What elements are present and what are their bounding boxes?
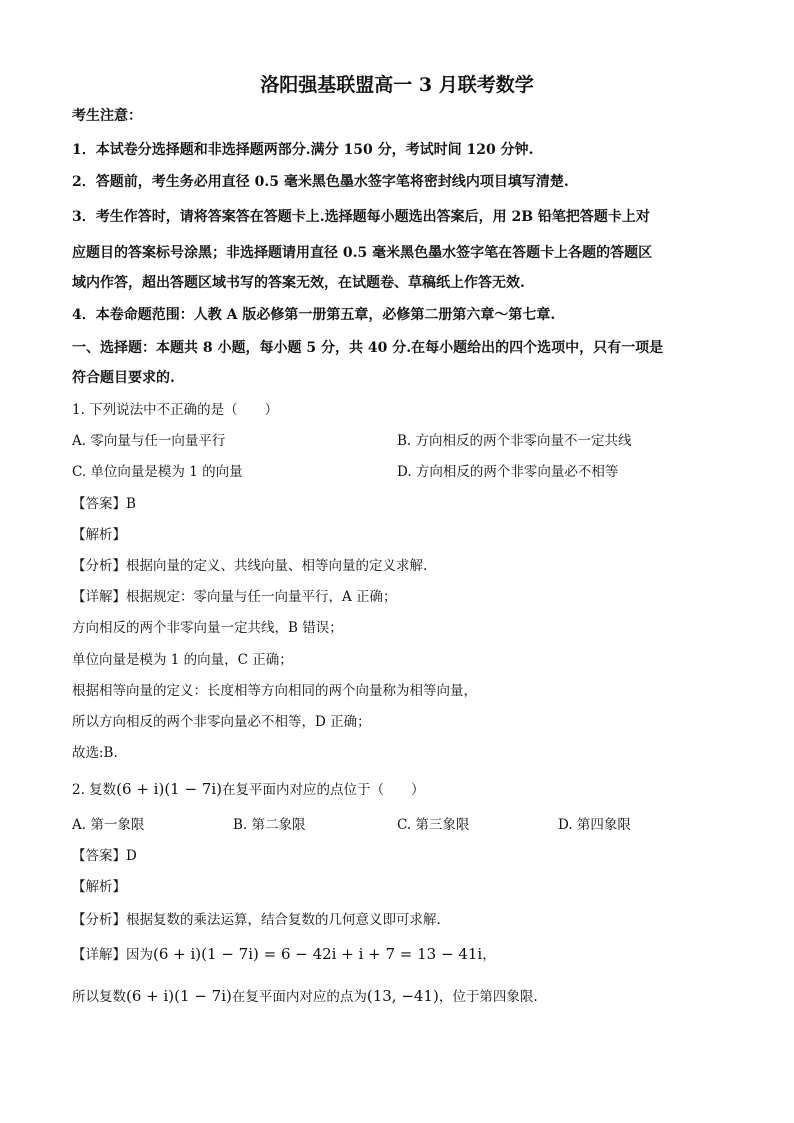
question-1-analysis-label: 【解析】 (72, 527, 126, 543)
notice-item-3-cont-2: 域内作答，超出答题区域书写的答案无效，在试题卷、草稿纸上作答无效. (72, 275, 525, 291)
question-2-analysis-label: 【解析】 (72, 879, 126, 895)
question-2-option-d: D. 第四象限 (558, 817, 631, 833)
notice-item-3-cont-1: 应题目的答案标号涂黑；非选择题请用直径 0.5 毫米黑色墨水签字笔在答题卡上各题的答题区 (72, 245, 653, 261)
question-2-option-c: C. 第三象限 (397, 817, 470, 833)
question-1-option-b: B. 方向相反的两个非零向量不一定共线 (397, 433, 632, 449)
notice-item-4: 4．本卷命题范围：人教 A 版必修第一册第五章，必修第二册第六章～第七章. (72, 307, 556, 323)
question-1-detail-1: 【详解】根据规定：零向量与任一向量平行，A 正确； (72, 589, 397, 605)
question-2-final-expression: (6 + i)(1 − 7i) (126, 987, 232, 1005)
question-1-detail-6: 故选:B. (72, 745, 118, 761)
question-2-final-prefix: 所以复数 (72, 989, 126, 1005)
question-2-expression: (6 + i)(1 − 7i) (116, 780, 223, 798)
question-1-answer: 【答案】B (72, 496, 136, 512)
question-1-option-a: A. 零向量与任一向量平行 (72, 433, 226, 449)
question-1-detail-2: 方向相反的两个非零向量一定共线，B 错误； (72, 620, 343, 636)
question-2-stem (72, 779, 425, 800)
question-2-detail-expression: (6 + i)(1 − 7i) = 6 − 42i + i + 7 = 13 − 41i (153, 945, 483, 963)
notice-item-2: 2．答题前，考生务必用直径 0.5 毫米黑色墨水签字笔将密封线内项目填写清楚. (72, 174, 569, 190)
question-1-detail-5: 所以方向相反的两个非零向量必不相等，D 正确； (72, 714, 371, 730)
question-1-option-d: D. 方向相反的两个非零向量必不相等 (397, 464, 619, 480)
question-1-option-c: C. 单位向量是模为 1 的向量 (72, 464, 243, 480)
question-2-detail (72, 944, 496, 965)
section-heading: 一、选择题：本题共 8 小题，每小题 5 分，共 40 分.在每小题给出的四个选项中，只有一项是 (72, 340, 664, 356)
section-heading-cont: 符合题目要求的. (72, 370, 175, 386)
question-2-detail-prefix: 【详解】因为 (72, 947, 153, 963)
question-1-detail-3: 单位向量是模为 1 的向量，C 正确； (72, 652, 293, 668)
question-2-final (72, 986, 538, 1007)
question-2-final-suffix: ，位于第四象限. (438, 989, 538, 1005)
question-2-option-b: B. 第二象限 (233, 817, 306, 833)
question-2-final-point: (13, −41) (366, 987, 439, 1005)
question-2-analysis: 【分析】根据复数的乘法运算，结合复数的几何意义即可求解. (72, 912, 441, 928)
question-1-stem: 1. 下列说法中不正确的是（ ） (72, 402, 279, 418)
question-1-detail-4: 根据相等向量的定义：长度相等方向相同的两个向量称为相等向量， (72, 683, 477, 699)
page-title: 洛阳强基联盟高一 3 月联考数学 (260, 74, 534, 96)
notice-item-3: 3．考生作答时，请将答案答在答题卡上.选择题每小题选出答案后，用 2B 铅笔把答题卡上对 (72, 209, 650, 225)
question-2-detail-suffix: ， (482, 947, 496, 963)
notice-item-1: 1．本试卷分选择题和非选择题两部分.满分 150 分，考试时间 120 分钟. (72, 142, 534, 158)
question-2-final-mid: 在复平面内对应的点为 (231, 989, 367, 1005)
question-2-option-a: A. 第一象限 (72, 817, 145, 833)
question-2-answer: 【答案】D (72, 848, 137, 864)
question-2-stem-suffix: 在复平面内对应的点位于（ ） (222, 782, 425, 798)
notice-heading: 考生注意： (72, 108, 142, 124)
question-2-stem-prefix: 2. 复数 (72, 782, 117, 798)
question-1-analysis: 【分析】根据向量的定义、共线向量、相等向量的定义求解. (72, 558, 428, 574)
